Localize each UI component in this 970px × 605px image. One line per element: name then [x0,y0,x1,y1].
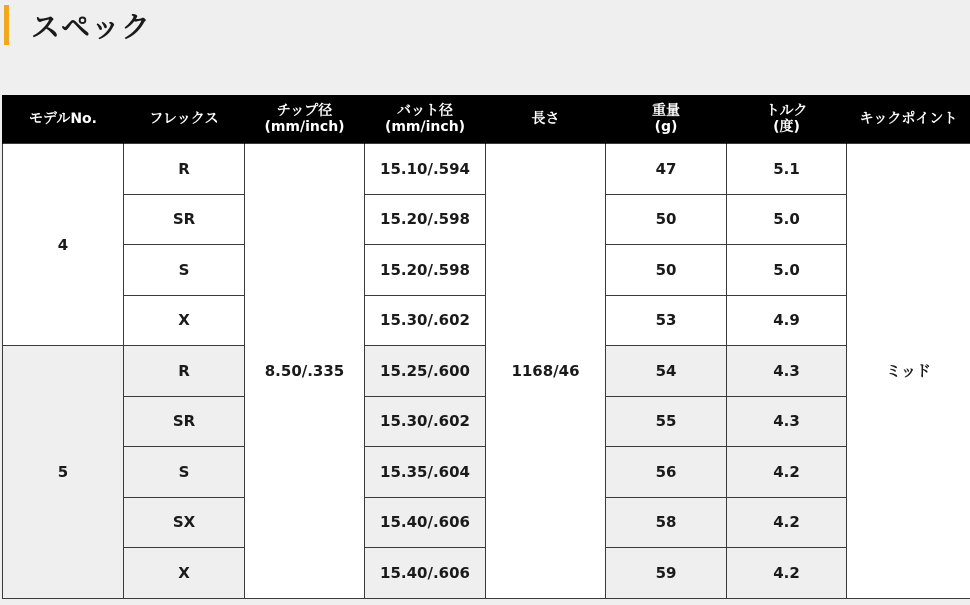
header-kick-point: キックポイント [847,95,970,144]
torque-cell: 4.2 [727,447,847,498]
header-row [3,95,970,144]
torque-cell: 5.0 [727,245,847,296]
page-title: スペック [31,5,151,46]
model-cell: 5 [3,346,124,599]
length-cell: 1168/46 [486,144,606,599]
header-flex: フレックス [124,95,245,144]
spec-table-container [2,95,970,605]
weight-cell: 56 [606,447,727,498]
flex-cell: S [124,245,245,296]
flex-cell: SR [124,194,245,245]
butt-diameter-cell: 15.25/.600 [365,346,486,397]
flex-cell: R [124,144,245,195]
flex-cell: SR [124,396,245,447]
torque-cell: 5.1 [727,144,847,195]
flex-cell: X [124,295,245,346]
tip-diameter-cell: 8.50/.335 [245,144,365,599]
weight-cell: 47 [606,144,727,195]
flex-cell: R [124,346,245,397]
header-butt-diameter: バット径 (mm/inch) [365,95,486,144]
butt-diameter-cell: 15.10/.594 [365,144,486,195]
flex-cell: X [124,548,245,599]
weight-cell: 50 [606,194,727,245]
weight-cell: 55 [606,396,727,447]
table-row [3,144,970,195]
weight-cell: 54 [606,346,727,397]
heading-accent-bar [4,5,9,45]
spec-table [2,95,970,599]
header-model: モデルNo. [3,95,124,144]
butt-diameter-cell: 15.40/.606 [365,548,486,599]
flex-cell: SX [124,497,245,548]
section-heading [0,4,151,46]
model-cell: 4 [3,144,124,346]
weight-cell: 58 [606,497,727,548]
butt-diameter-cell: 15.20/.598 [365,194,486,245]
torque-cell: 4.2 [727,548,847,599]
header-tip-diameter: チップ径 (mm/inch) [245,95,365,144]
weight-cell: 59 [606,548,727,599]
butt-diameter-cell: 15.20/.598 [365,245,486,296]
torque-cell: 4.9 [727,295,847,346]
butt-diameter-cell: 15.40/.606 [365,497,486,548]
kick-point-cell: ミッド [847,144,970,599]
weight-cell: 53 [606,295,727,346]
header-length: 長さ [486,95,606,144]
torque-cell: 4.2 [727,497,847,548]
butt-diameter-cell: 15.30/.602 [365,295,486,346]
butt-diameter-cell: 15.35/.604 [365,447,486,498]
flex-cell: S [124,447,245,498]
butt-diameter-cell: 15.30/.602 [365,396,486,447]
header-torque: トルク (度) [727,95,847,144]
torque-cell: 4.3 [727,396,847,447]
torque-cell: 5.0 [727,194,847,245]
weight-cell: 50 [606,245,727,296]
header-weight: 重量 (g) [606,95,727,144]
torque-cell: 4.3 [727,346,847,397]
